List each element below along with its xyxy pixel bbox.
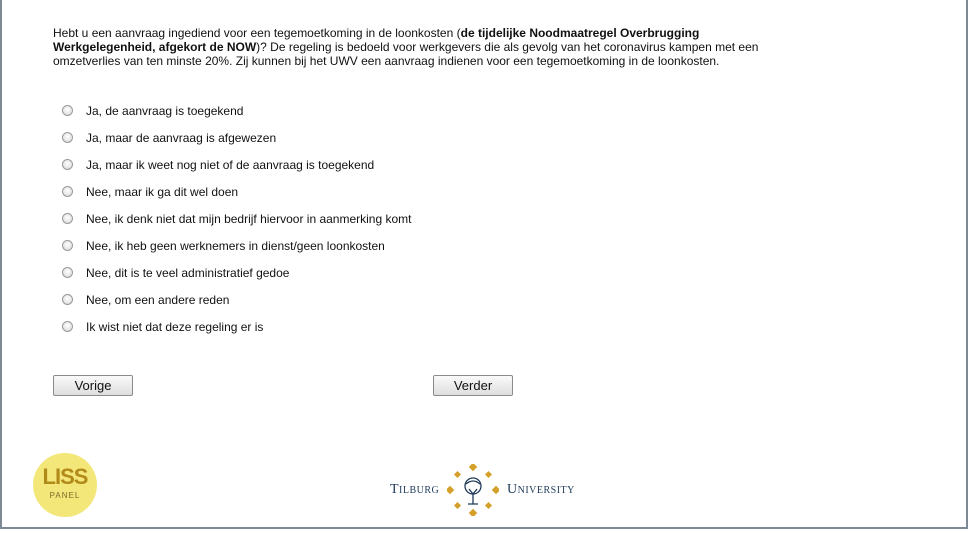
liss-logo-text: LISS	[42, 464, 88, 489]
question-text-end: )? De regeling is bedoeld voor werkgevers die als gevolg van het coronavirus kampen met een omzetverlies van ten minste 20%. Zij kunnen bij het UWV een aanvraag indienen voor een tegemoetkoming in de loonkosten.	[53, 40, 759, 68]
option-label: Ja, maar de aanvraag is afgewezen	[86, 130, 277, 145]
university-word: University	[507, 482, 575, 497]
option-row[interactable]	[62, 205, 412, 232]
tilburg-university-logo	[390, 464, 582, 516]
option-row[interactable]	[62, 151, 412, 178]
option-label: Ja, maar ik weet nog niet of de aanvraag is toegekend	[86, 157, 375, 172]
radio-button[interactable]	[62, 213, 73, 224]
option-label: Nee, maar ik ga dit wel doen	[86, 184, 239, 199]
option-row[interactable]	[62, 259, 412, 286]
radio-button[interactable]	[62, 267, 73, 278]
question-text	[53, 26, 773, 68]
option-label: Nee, om een andere reden	[86, 292, 230, 307]
radio-button[interactable]	[62, 321, 73, 332]
radio-button[interactable]	[62, 159, 73, 170]
answer-options	[62, 97, 412, 340]
option-row[interactable]	[62, 124, 412, 151]
option-label: Nee, ik heb geen werknemers in dienst/geen loonkosten	[86, 238, 385, 253]
question-text-bold: de tijdelijke Noodmaatregel Overbrugging Werkgelegenheid, afgekort de NOW	[53, 26, 700, 54]
next-button[interactable]: Verder	[433, 375, 513, 396]
tree-emblem-icon	[447, 464, 499, 516]
liss-panel-logo	[33, 453, 97, 517]
question-text-start: Hebt u een aanvraag ingediend voor een tegemoetkoming in de loonkosten (	[53, 26, 461, 40]
radio-button[interactable]	[62, 105, 73, 116]
radio-button[interactable]	[62, 186, 73, 197]
liss-logo-subtext: PANEL	[49, 491, 81, 500]
tilburg-word: Tilburg	[390, 482, 440, 497]
option-label: Nee, dit is te veel administratief gedoe	[86, 265, 290, 280]
option-row[interactable]	[62, 286, 412, 313]
option-label: Ik wist niet dat deze regeling er is	[86, 319, 264, 334]
option-label: Ja, de aanvraag is toegekend	[86, 103, 244, 118]
option-label: Nee, ik denk niet dat mijn bedrijf hiervoor in aanmerking komt	[86, 211, 412, 226]
radio-button[interactable]	[62, 294, 73, 305]
option-row[interactable]	[62, 97, 412, 124]
radio-button[interactable]	[62, 240, 73, 251]
option-row[interactable]	[62, 232, 412, 259]
radio-button[interactable]	[62, 132, 73, 143]
option-row[interactable]	[62, 178, 412, 205]
previous-button[interactable]: Vorige	[53, 375, 133, 396]
option-row[interactable]	[62, 313, 412, 340]
